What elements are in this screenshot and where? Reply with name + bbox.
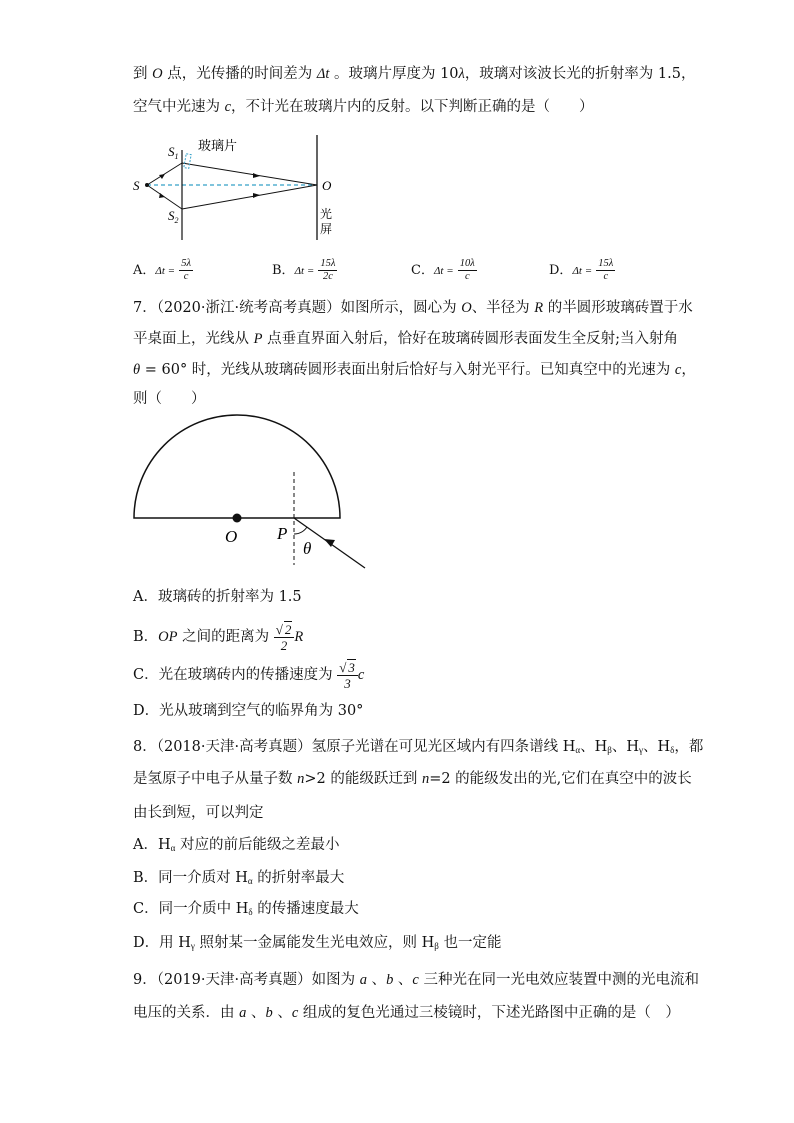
q8-option-b[interactable]: B．同一介质对 $H_\alpha$ 的折射率最大 — [133, 870, 345, 886]
text: 点，光传播的时间差为 — [162, 66, 317, 82]
q6-line-2 — [133, 97, 594, 117]
formula-lhs: Δt = — [572, 265, 593, 277]
q7-line-4: 则（ ） — [133, 391, 206, 407]
q8-option-d[interactable]: D．用 $H_\gamma$ 照射某一金属能发生光电效应，则 $H_\beta$ 也一定能 — [133, 935, 502, 951]
var-lambda: λ — [458, 66, 465, 82]
q7-option-c[interactable]: C．光在玻璃砖内的传播速度为 $\frac{√ 3}{3}$ c — [133, 660, 365, 691]
q8-option-c[interactable]: C．同一介质中 $H_\delta$ 的传播速度最大 — [133, 901, 359, 917]
label-o: O — [322, 178, 332, 193]
label-screen-2: 屏 — [320, 222, 333, 236]
q7-line-1: 7．（2020·浙江·统考高考真题）如图所示，圆心为 O、半径为 R 的半圆形玻璃砖置于水 — [133, 300, 693, 316]
label-theta: θ — [303, 539, 312, 558]
q6-option-d[interactable] — [549, 258, 615, 283]
q9-line-1: 9．（2019·天津·高考真题）如图为 a 、b 、c 三种光在同一光电效应装置中测的光电流和 — [133, 972, 699, 988]
fraction: $\frac{15\lambda}{c}$ — [598, 258, 614, 282]
var-o: O — [152, 66, 163, 82]
fraction: $\frac{15\lambda}{2c}$ — [320, 258, 336, 282]
angle-arc — [294, 527, 307, 534]
q7-option-d[interactable]: D．光从玻璃到空气的临界角为 30° — [133, 703, 364, 719]
fraction: $\frac{10\lambda}{c}$ — [459, 258, 475, 282]
option-label: A． — [133, 263, 156, 278]
ray-s-s1 — [147, 163, 182, 185]
formula-lhs: Δt = — [294, 265, 315, 277]
q6-figure — [125, 130, 355, 245]
q7-figure — [125, 410, 385, 580]
q7-option-b[interactable]: B．OP 之间的距离为 $\frac{√ 2}{2}$ R — [133, 622, 304, 653]
q8-line-3: 由长到短，可以判定 — [133, 805, 264, 821]
q6-option-b[interactable] — [272, 258, 337, 283]
semicircle-glass — [134, 415, 340, 518]
option-label: B． — [272, 263, 295, 278]
label-glass: 玻璃片 — [198, 138, 238, 153]
ray-s2-o — [182, 185, 317, 209]
fraction: $\frac{√ 2}{2}$ — [274, 621, 295, 653]
q9-line-2: 电压的关系．由 a 、b 、c 组成的复色光通过三棱镜时，下述光路图中正确的是（ ） — [133, 1005, 680, 1021]
text: 空气中光速为 — [133, 99, 225, 115]
label-screen-1: 光 — [320, 207, 333, 221]
q8-line-1: 8．（2018·天津·高考真题）氢原子光谱在可见光区域内有四条谱线 $H_\alpha$、$H_\beta$、$H_\gamma$、$H_\delta$，都 — [133, 739, 704, 755]
var-c: c — [224, 99, 232, 115]
q6-option-a[interactable] — [133, 258, 193, 283]
q7-line-3: θ = 60° 时，光线从玻璃砖圆形表面出射后恰好与入射光平行。已知真空中的光速为 c， — [133, 362, 696, 378]
fraction: $\frac{√ 3}{3}$ — [337, 659, 358, 691]
q8-option-a[interactable]: A．$H_\alpha$ 对应的前后能级之差最小 — [133, 837, 340, 853]
label-s1: $S_1$ — [168, 144, 179, 161]
q8-line-2: 是氢原子中电子从量子数 n>2 的能级跃迁到 n=2 的能级发出的光,它们在真空中的波长 — [133, 771, 692, 787]
ray-s1-o — [182, 163, 317, 185]
q6-option-c[interactable] — [411, 258, 477, 283]
option-label: C． — [411, 263, 434, 278]
formula-lhs: Δt = — [433, 265, 454, 277]
label-s2: $S_2$ — [168, 208, 179, 225]
label-p: P — [277, 524, 288, 543]
q7-option-a[interactable]: A．玻璃砖的折射率为 1.5 — [133, 589, 302, 605]
text: 。玻璃片厚度为 10 — [329, 66, 459, 82]
formula-lhs: Δt = — [155, 265, 176, 277]
q7-line-2: 平桌面上，光线从 P 点垂直界面入射后，恰好在玻璃砖圆形表面发生全反射;当入射角 — [133, 331, 678, 347]
q6-line-1 — [133, 64, 695, 84]
var-dt: Δt — [316, 66, 330, 82]
label-s: S — [133, 178, 140, 193]
text: ，不计光在玻璃片内的反射。以下判断正确的是（ ） — [231, 99, 594, 115]
option-label: D． — [549, 263, 573, 278]
fraction: $\frac{5\lambda}{c}$ — [181, 258, 192, 282]
glass-plate — [184, 154, 191, 169]
label-o: O — [225, 527, 238, 546]
center-point — [233, 514, 242, 523]
text: 到 — [133, 66, 153, 82]
text: ，玻璃对该波长光的折射率为 1.5， — [464, 66, 696, 82]
